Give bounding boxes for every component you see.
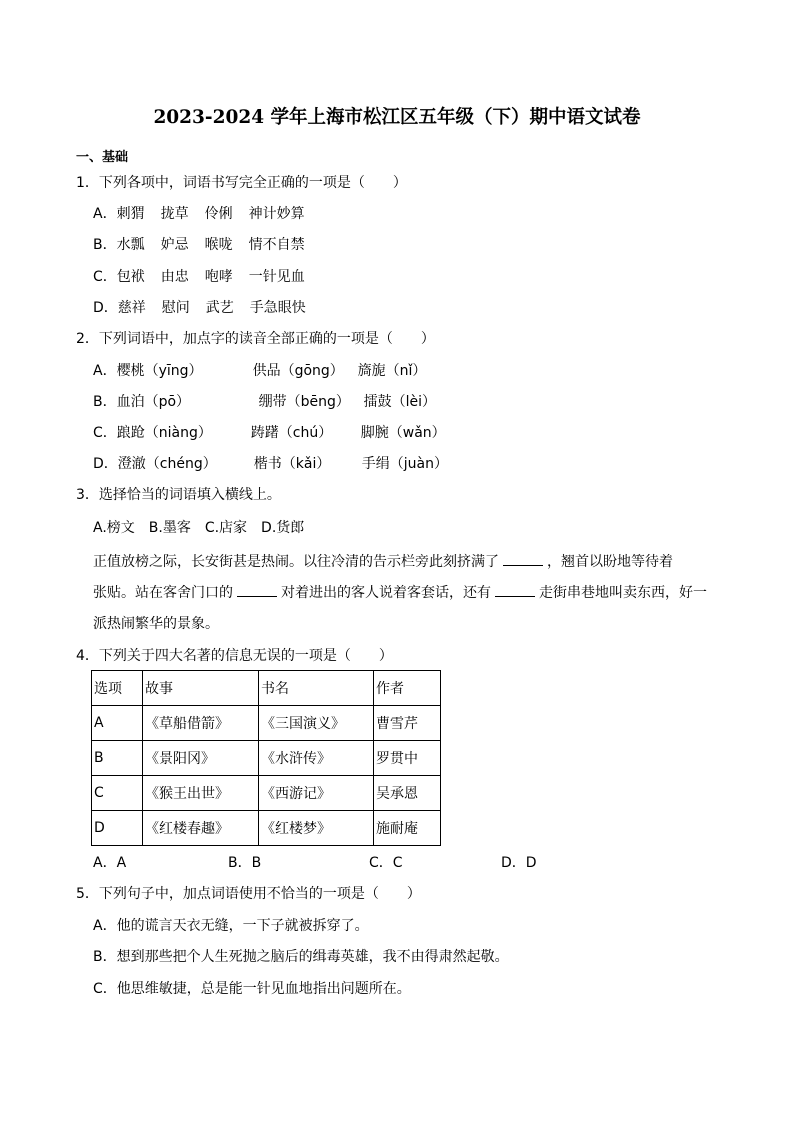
- option-word: 手绢（juàn）: [361, 456, 448, 472]
- table-cell: 罗贯中: [374, 741, 441, 776]
- table-cell: B: [92, 741, 143, 776]
- option-word: 咆哮: [204, 269, 233, 285]
- question-3-stem: 3．选择恰当的词语填入横线上。: [76, 487, 281, 503]
- answer-option-c[interactable]: C．C: [369, 855, 403, 871]
- option-word: 踉跄（niàng）: [116, 425, 212, 441]
- question-2-option-a: [93, 362, 426, 380]
- option-word: 樱桃（yīng）: [116, 363, 203, 379]
- table-cell: 《景阳冈》: [143, 741, 259, 776]
- table-row: [92, 741, 441, 776]
- question-4-answers: [93, 854, 537, 872]
- option-word: 伶俐: [204, 206, 233, 222]
- option-word: 慰问: [161, 300, 190, 316]
- fill-blank-3[interactable]: [495, 584, 535, 597]
- option-word: 妒忌: [160, 237, 189, 253]
- option-label: A．: [93, 206, 117, 222]
- table-header-cell: 故事: [143, 671, 259, 706]
- answer-option-a[interactable]: A．A: [93, 855, 127, 871]
- option-word: 喉咙: [204, 237, 233, 253]
- paragraph-text: 张贴。站在客舍门口的: [93, 585, 233, 601]
- classics-info-table: [91, 670, 441, 846]
- table-header-cell: 作者: [374, 671, 441, 706]
- answer-option-b[interactable]: B．B: [228, 855, 262, 871]
- table-row: [92, 776, 441, 811]
- question-5-option-a: A．他的谎言天衣无缝，一下子就被拆穿了。: [93, 918, 369, 934]
- option-label: D．: [93, 456, 118, 472]
- option-word: 情不自禁: [248, 237, 305, 253]
- table-cell: 《三国演义》: [259, 706, 374, 741]
- option-word: 神计妙算: [248, 206, 305, 222]
- question-1-stem: 1．下列各项中，词语书写完全正确的一项是（ ）: [76, 175, 407, 191]
- paragraph-text: 正值放榜之际，长安街甚是热闹。以往冷清的告示栏旁此刻挤满了: [93, 554, 499, 570]
- table-cell: 《红楼春趣》: [143, 811, 259, 846]
- table-cell: C: [92, 776, 143, 811]
- option-word: 由忠: [160, 269, 189, 285]
- table-header-row: [92, 671, 441, 706]
- table-cell: 《水浒传》: [259, 741, 374, 776]
- option-word: 楷书（kǎi）: [253, 456, 331, 472]
- option-word: 旖旎（nǐ）: [357, 363, 427, 379]
- option-label: B．: [93, 237, 117, 253]
- option-word: 手急眼快: [249, 300, 306, 316]
- option-word: 刺猬: [116, 206, 145, 222]
- option-label: C．: [93, 425, 117, 441]
- option-word: 慈祥: [117, 300, 146, 316]
- question-1-option-a: [93, 205, 305, 223]
- option-word: 澄澈（chéng）: [117, 456, 217, 472]
- table-cell: A: [92, 706, 143, 741]
- question-3-paragraph-line-1: [93, 553, 673, 571]
- question-2-option-b: [93, 393, 436, 411]
- option-label: B．: [93, 394, 117, 410]
- table-cell: D: [92, 811, 143, 846]
- table-header-cell: 书名: [259, 671, 374, 706]
- option-word: 水瓢: [116, 237, 145, 253]
- option-word: 一针见血: [248, 269, 305, 285]
- question-5-stem: 5．下列句子中，加点词语使用不恰当的一项是（ ）: [76, 886, 421, 902]
- section-heading: 一、基础: [76, 150, 129, 165]
- table-cell: 曹雪芹: [374, 706, 441, 741]
- option-label: C．: [93, 269, 117, 285]
- question-1-option-b: [93, 236, 305, 254]
- option-word: 脚腕（wǎn）: [360, 425, 446, 441]
- question-1-option-c: [93, 268, 305, 286]
- table-cell: 《红楼梦》: [259, 811, 374, 846]
- option-word: 踌躇（chú）: [250, 425, 333, 441]
- option-word: 绷带（bēng）: [258, 394, 350, 410]
- table-cell: 《猴王出世》: [143, 776, 259, 811]
- option-label: A．: [93, 363, 117, 379]
- option-word: 包袱: [116, 269, 145, 285]
- question-2-option-c: [93, 424, 446, 442]
- fill-blank-1[interactable]: [503, 553, 543, 566]
- paragraph-text: ，翘首以盼地等待着: [547, 554, 673, 570]
- option-word: 血泊（pō）: [116, 394, 191, 410]
- table-cell: 吴承恩: [374, 776, 441, 811]
- option-word: 拢草: [160, 206, 189, 222]
- exam-title: 2023-2024 学年上海市松江区五年级（下）期中语文试卷: [153, 107, 641, 128]
- question-5-option-b: B．想到那些把个人生死抛之脑后的缉毒英雄，我不由得肃然起敬。: [93, 949, 509, 965]
- table-cell: 《西游记》: [259, 776, 374, 811]
- table-cell: 施耐庵: [374, 811, 441, 846]
- table-row: [92, 811, 441, 846]
- answer-option-d[interactable]: D．D: [501, 855, 537, 871]
- paragraph-text: 对着进出的客人说着客套话，还有: [281, 585, 491, 601]
- question-3-choices: A.榜文 B.墨客 C.店家 D.货郎: [93, 520, 305, 536]
- option-word: 供品（gōng）: [252, 363, 344, 379]
- question-2-stem: 2．下列词语中，加点字的读音全部正确的一项是（ ）: [76, 331, 435, 347]
- paragraph-text: 走街串巷地叫卖东西，好一: [539, 585, 707, 601]
- question-1-option-d: [93, 299, 306, 317]
- table-row: [92, 706, 441, 741]
- table-header-cell: 选项: [92, 671, 143, 706]
- option-word: 武艺: [205, 300, 234, 316]
- option-word: 擂鼓（lèi）: [363, 394, 437, 410]
- table-cell: 《草船借箭》: [143, 706, 259, 741]
- fill-blank-2[interactable]: [237, 584, 277, 597]
- question-3-paragraph-line-2: [93, 584, 707, 602]
- option-label: D．: [93, 300, 118, 316]
- question-2-option-d: [93, 455, 448, 473]
- question-3-paragraph-line-3: 派热闹繁华的景象。: [93, 616, 219, 632]
- question-5-option-c: C．他思维敏捷，总是能一针见血地指出问题所在。: [93, 981, 411, 997]
- question-4-stem: 4．下列关于四大名著的信息无误的一项是（ ）: [76, 648, 393, 664]
